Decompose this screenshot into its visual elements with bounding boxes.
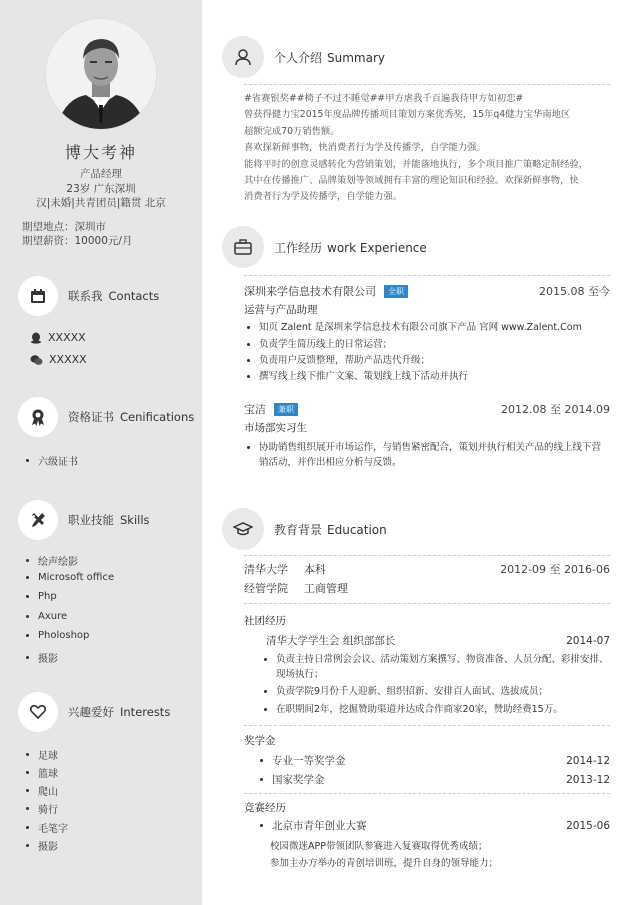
certificate-title-cn: 资格证书 [68, 410, 114, 424]
divider [244, 725, 610, 726]
list-item: Axure [26, 611, 67, 622]
interests-title-en: Interests [120, 705, 171, 719]
sidebar [0, 0, 202, 905]
club-title: 社团经历 [244, 615, 286, 627]
calendar-icon [18, 276, 58, 316]
award-row [260, 772, 610, 787]
list-item: Pholoshop [26, 630, 89, 641]
divider [244, 793, 610, 794]
certificate-section-header [18, 397, 194, 437]
list-item: 骑行 [26, 801, 58, 816]
experience-section-header [222, 226, 427, 268]
contact-wechat-value: XXXXX [49, 353, 87, 366]
club-role: 清华大学学生会 组织部部长 [266, 635, 396, 647]
heart-icon [18, 692, 58, 732]
award-date: 2013-12 [566, 773, 610, 786]
summary-section-header [222, 36, 385, 78]
degree: 本科 [304, 563, 326, 576]
person-icon [222, 36, 264, 78]
summary-title-en: Summary [327, 50, 386, 65]
expected-salary: 期望薪资：10000元/月 [22, 235, 133, 247]
award-name: 专业一等奖学金 [272, 755, 346, 767]
contest-detail: 校园微迷APP带领团队参赛进入复赛取得优秀成绩； [270, 841, 488, 852]
divider [244, 555, 610, 556]
college-name: 经管学院 [244, 582, 288, 595]
job-header [244, 283, 610, 299]
contest-row [260, 818, 610, 833]
list-item: 负责主持日常例会会议、活动策划方案撰写、物资准备、人员分配、彩排安排、现场执行； [264, 652, 610, 682]
list-item: 负责学院9月份千人迎新、组织招新、安排百人面试、选拔成员； [264, 684, 610, 699]
list-item: 六级证书 [26, 453, 78, 468]
briefcase-icon [222, 226, 264, 268]
contact-qq [30, 331, 86, 344]
skills-section-header [18, 500, 150, 540]
interests-title-cn: 兴趣爱好 [68, 705, 114, 719]
club-date: 2014-07 [566, 634, 610, 647]
award-icon [18, 397, 58, 437]
education-title-en: Education [327, 522, 387, 537]
divider [244, 275, 610, 276]
qq-icon [30, 332, 42, 344]
education-header [244, 561, 610, 577]
list-item: 协助销售组织展开市场运作，与销售紧密配合，策划并执行相关产品的线上线下营销活动，并作出相应分析与反馈。 [244, 440, 610, 470]
contact-wechat [30, 353, 87, 366]
list-item: 负责用户反馈整理，帮助产品迭代升级； [244, 353, 610, 368]
contact-qq-value: XXXXX [48, 331, 86, 344]
list-item: Php [26, 591, 57, 602]
summary-title-cn: 个人介绍 [274, 50, 323, 65]
list-item: 绘声绘影 [26, 553, 78, 568]
school-name: 清华大学 [244, 563, 288, 576]
award-name: 国家奖学金 [272, 774, 325, 786]
experience-title-en: work Experience [327, 240, 427, 255]
major-name: 工商管理 [304, 582, 348, 595]
job-role: 市场部实习生 [244, 422, 307, 434]
company-name: 深圳来学信息技术有限公司 [244, 285, 376, 298]
personal-status: 汉|未婚|共青团员|籍贯 北京 [36, 197, 166, 209]
main-content [202, 0, 640, 905]
candidate-name: 博大考神 [64, 143, 137, 162]
contact-title-en: Contacts [108, 289, 160, 303]
list-item: 足球 [26, 747, 58, 762]
expected-location: 期望地点：深圳市 [22, 221, 106, 233]
job-type-badge: 兼职 [274, 403, 298, 416]
club-role-row [260, 633, 610, 648]
certificate-title-en: Cenifications [120, 410, 195, 424]
interests-section-header [18, 692, 170, 732]
list-item: 负责学生简历线上的日常运营； [244, 337, 610, 352]
contact-title-cn: 联系我 [68, 289, 103, 303]
contest-name: 北京市青年创业大赛 [272, 820, 367, 832]
age-location: 23岁 广东深圳 [66, 183, 136, 195]
job-role: 运营与产品助理 [244, 304, 318, 316]
contest-date: 2015-06 [566, 819, 610, 832]
award-row [260, 753, 610, 768]
divider [244, 603, 610, 604]
list-item: 爬山 [26, 783, 58, 798]
list-item: 撰写线上线下推广文案、策划线上线下活动并执行 [244, 369, 610, 384]
tools-icon [18, 500, 58, 540]
experience-title-cn: 工作经历 [274, 240, 323, 255]
job-type-badge: 全职 [384, 285, 408, 298]
list-item: Microsoft office [26, 572, 114, 583]
list-item: 摄影 [26, 650, 58, 665]
wechat-icon [30, 354, 43, 366]
list-item: 知页 Zalent 是深圳来学信息技术有限公司旗下产品 官网 www.Zalent.Com [244, 320, 610, 335]
education-period: 2012-09 至 2016-06 [500, 563, 610, 576]
education-section-header [222, 508, 387, 550]
list-item: 篮球 [26, 765, 58, 780]
list-item: 摄影 [26, 838, 58, 853]
award-date: 2014-12 [566, 754, 610, 767]
job-period: 2012.08 至 2014.09 [501, 403, 610, 416]
list-item: 在职期间2年，挖掘赞助渠道并达成合作商家20家，赞助经费15万。 [264, 702, 610, 717]
avatar [46, 19, 156, 129]
job-title: 产品经理 [80, 168, 122, 180]
contest-title: 竞赛经历 [244, 802, 286, 814]
graduation-cap-icon [222, 508, 264, 550]
summary-text: #省赛银奖##椅子不过不睡觉##甲方虐我千百遍我待甲方如初恋# 曾获得健力宝2015年度品牌传播项目策划方案优秀奖，15年q4健力宝华南地区 超额完成70万销售额。 喜欢探新鲜事物，快消费者行为学及传播学，自学能力强。 能将平时的创意灵感转化为营销策划，并能落地执行，多个项目推广策略定制经验， 其中在传播推广、品牌策划等领域拥有丰富的理论知识和经验。欢探新鲜事物，快 消费者行为学及传播学，自学能力强。 [244, 93, 588, 203]
contest-detail: 参加主办方举办的青创培训班，提升自身的领导能力； [270, 858, 499, 869]
job-header [244, 401, 610, 417]
skills-title-cn: 职业技能 [68, 513, 114, 527]
company-name: 宝洁 [244, 403, 266, 416]
divider [244, 84, 610, 85]
contact-section-header [18, 276, 159, 316]
education-title-cn: 教育背景 [274, 522, 323, 537]
job-period: 2015.08 至今 [539, 285, 610, 298]
awards-title: 奖学金 [244, 735, 276, 747]
education-major [244, 580, 610, 596]
skills-title-en: Skills [120, 513, 150, 527]
list-item: 毛笔字 [26, 820, 68, 835]
